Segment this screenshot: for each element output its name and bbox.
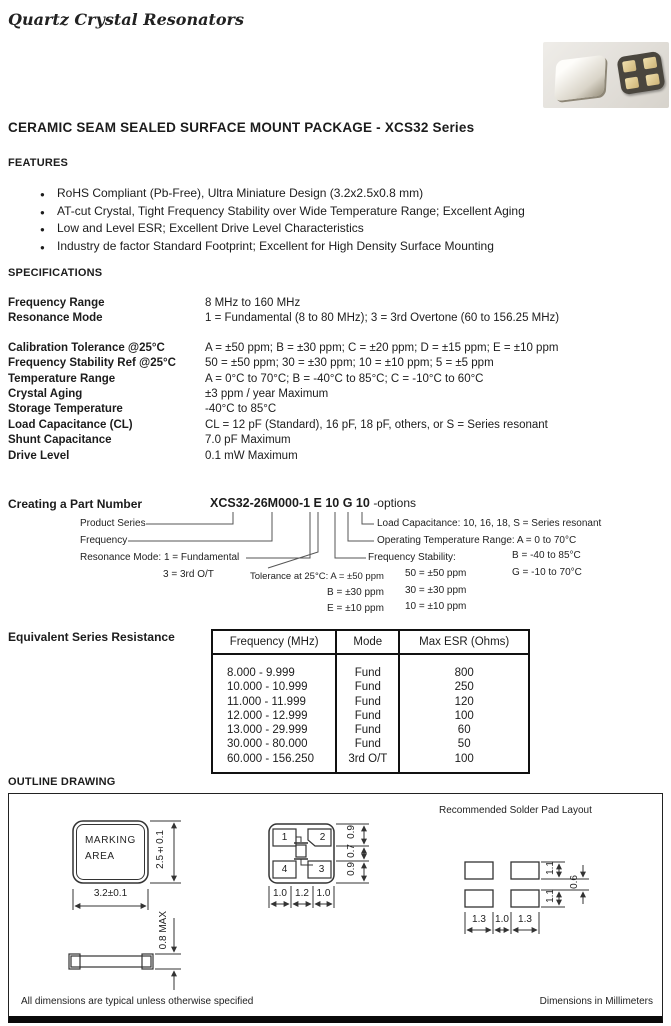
label-operating-temp: Operating Temperature Range: A = 0 to 70°C (377, 535, 577, 546)
esr-row: 30.000 - 80.000 Fund 50 (213, 737, 528, 751)
dim-width-label: 3.2±0.1 (93, 888, 128, 899)
solder-dim-v-1: 1.1 (545, 861, 556, 875)
units-note: Dimensions in Millimeters (539, 996, 653, 1007)
marking-area-label: AREA (85, 851, 115, 862)
pad-dim-h-1: 1.0 (273, 888, 287, 899)
crystal-package-top-view (554, 55, 606, 102)
label-fs-10: 10 = ±10 ppm (405, 601, 467, 612)
feature-item: ● Industry de factor Standard Footprint; Excellent for High Density Surface Mounting (40, 238, 640, 256)
label-frequency: Frequency (80, 535, 128, 546)
esr-header-row (213, 631, 528, 654)
brand-wordmark: Quartz Crystal Resonators (8, 10, 244, 29)
pad-dim-v-1: 0.9 (346, 825, 357, 839)
gold-pad (645, 73, 660, 86)
spec-row: Temperature Range A = 0°C to 70°C; B = -40°C to 85°C; C = -10°C to 60°C (8, 372, 484, 385)
dim-thickness-label: 0.8 MAX (158, 911, 169, 950)
part-number-heading: Creating a Part Number (8, 497, 143, 511)
esr-heading: Equivalent Series Resistance (8, 630, 175, 644)
part-number-diagram (0, 492, 671, 620)
solder-dim-h-1: 1.3 (472, 914, 486, 925)
label-tolerance: Tolerance at 25°C: A = ±50 ppm (250, 571, 384, 582)
part-number-code: XCS32-26M000-1 E 10 G 10 (210, 496, 370, 510)
part-number-example (210, 496, 416, 510)
pad-number-1: 1 (281, 832, 288, 843)
esr-col-mode: Mode (336, 631, 399, 654)
dimensions-note: All dimensions are typical unless otherwise specified (21, 996, 254, 1007)
pad-number-4: 4 (281, 864, 288, 875)
dim-height-label: 2.5±0.1 (155, 830, 166, 869)
esr-row: 11.000 - 11.999 Fund 120 (213, 695, 528, 709)
label-load-capacitance: Load Capacitance: 10, 16, 18, S = Series resonant (377, 518, 602, 529)
esr-row: 10.000 - 10.999 Fund 250 (213, 680, 528, 694)
spec-row: Shunt Capacitance 7.0 pF Maximum (8, 434, 291, 447)
spec-row: Resonance Mode 1 = Fundamental (8 to 80 MHz); 3 = 3rd Overtone (60 to 156.25 MHz) (8, 312, 560, 325)
label-resonance-mode-alt: 3 = 3rd O/T (163, 569, 214, 580)
label-product-series: Product Series (80, 518, 146, 529)
esr-table (213, 631, 528, 772)
solder-dim-h-3: 1.3 (518, 914, 532, 925)
features-list (40, 185, 640, 255)
label-tolerance-b: B = ±30 ppm (327, 587, 384, 598)
solder-dim-h-2: 1.0 (495, 914, 509, 925)
feature-item: ● Low and Level ESR; Excellent Drive Level Characteristics (40, 220, 640, 238)
esr-row: 12.000 - 12.999 Fund 100 (213, 709, 528, 723)
gold-pad (643, 57, 658, 70)
spec-row: Crystal Aging ±3 ppm / year Maximum (8, 388, 329, 401)
outline-drawing-box (8, 793, 663, 1023)
product-photo (543, 42, 669, 108)
solder-pad-layout-title: Recommended Solder Pad Layout (439, 805, 592, 816)
label-resonance-mode: Resonance Mode: 1 = Fundamental (80, 552, 240, 563)
esr-row: 8.000 - 9.999 Fund 800 (213, 654, 528, 680)
outline-drawing-lineart (9, 794, 662, 1009)
feature-item: ● RoHS Compliant (Pb-Free), Ultra Miniature Design (3.2x2.5x0.8 mm) (40, 185, 640, 203)
spec-row: Calibration Tolerance @25°C A = ±50 ppm; B = ±30 ppm; C = ±20 ppm; D = ±15 ppm; E = ±10 ppm (8, 341, 559, 354)
label-operating-temp-g: G = -10 to 70°C (512, 567, 582, 578)
outline-drawing-heading: OUTLINE DRAWING (8, 776, 116, 788)
specifications-table (8, 296, 663, 464)
solder-dim-v-3: 1.1 (545, 889, 556, 903)
label-frequency-stability: Frequency Stability: (368, 552, 456, 563)
specifications-heading: SPECIFICATIONS (8, 267, 103, 279)
pad-dim-v-2: 0.7 (346, 844, 357, 858)
label-operating-temp-b: B = -40 to 85°C (512, 550, 581, 561)
pad-number-2: 2 (319, 832, 326, 843)
label-tolerance-e: E = ±10 ppm (327, 603, 384, 614)
pad-dim-h-2: 1.2 (295, 888, 309, 899)
solder-dim-v-2: 0.6 (569, 875, 580, 889)
crystal-package-bottom-view (616, 51, 665, 95)
spec-row: Storage Temperature -40°C to 85°C (8, 403, 277, 416)
gold-pad (622, 60, 637, 73)
label-fs-30: 30 = ±30 ppm (405, 585, 467, 596)
features-heading: FEATURES (8, 157, 69, 169)
esr-row: 13.000 - 29.999 Fund 60 (213, 723, 528, 737)
pad-dim-h-3: 1.0 (316, 888, 331, 899)
pad-dim-v-3: 0.9 (346, 862, 357, 876)
esr-col-maxesr: Max ESR (Ohms) (399, 631, 528, 654)
spec-row: Load Capacitance (CL) CL = 12 pF (Standard), 16 pF, 18 pF, others, or S = Series resonant (8, 418, 548, 431)
spec-row: Frequency Range 8 MHz to 160 MHz (8, 297, 301, 309)
esr-col-frequency: Frequency (MHz) (213, 631, 336, 654)
part-number-options-suffix: -options (373, 496, 417, 510)
spec-row: Drive Level 0.1 mW Maximum (8, 449, 298, 462)
page-title: CERAMIC SEAM SEALED SURFACE MOUNT PACKAGE - XCS32 Series (8, 120, 475, 135)
feature-item: ● AT-cut Crystal, Tight Frequency Stability over Wide Temperature Range; Excellent Aging (40, 203, 640, 221)
pad-number-3: 3 (318, 864, 325, 875)
gold-pad (625, 77, 640, 90)
label-fs-50: 50 = ±50 ppm (405, 568, 467, 579)
esr-row: 60.000 - 156.250 3rd O/T 100 (213, 752, 528, 772)
spec-row: Frequency Stability Ref @25°C 50 = ±50 ppm; 30 = ±30 ppm; 10 = ±10 ppm; 5 = ±5 ppm (8, 357, 494, 370)
marking-area-label: MARKING (85, 835, 136, 846)
